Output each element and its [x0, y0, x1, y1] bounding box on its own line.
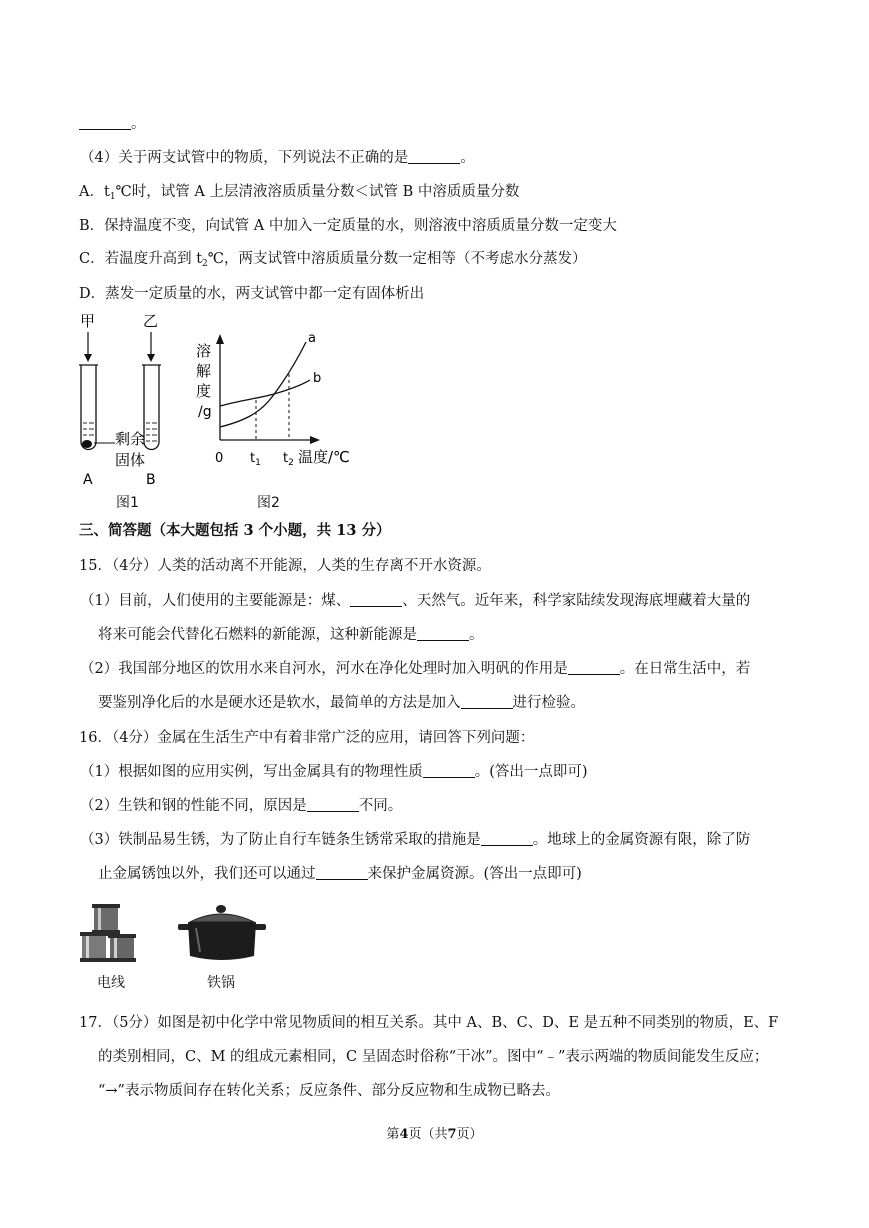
ylabel-char-4: /g: [198, 404, 212, 420]
answer-blank: [481, 831, 533, 846]
residue-label-2: 固体: [115, 451, 146, 469]
q16-part3-line1: [80, 830, 750, 850]
text: 、天然气。近年来，科学家陆续发现海底埋藏着大量的: [402, 593, 751, 609]
q17-line1: 17．（5分）如图是初中化学中常见物质间的相互关系。其中 A、B、C、D、E 是五种不同类别的物质，E、F: [79, 1015, 779, 1031]
answer-blank: [350, 592, 402, 607]
wire-spools-image: [76, 902, 140, 966]
q14-option-c: [79, 249, 586, 274]
q15-part1-line2: [98, 625, 484, 645]
text: （1）根据如图的应用实例，写出金属具有的物理性质: [80, 764, 423, 780]
previous-answer-tail: [79, 114, 146, 134]
q15-part2-line2: [98, 693, 585, 713]
pot-label: 铁锅: [207, 975, 235, 991]
q16-part2: [80, 796, 402, 816]
text: 。在日常生活中，若: [619, 661, 751, 677]
iron-pot-image: [176, 902, 272, 966]
footer-text: 页）: [456, 1127, 483, 1142]
arrow-b-head: [147, 354, 155, 362]
curve-a: [220, 342, 306, 427]
page-total: 7: [447, 1127, 457, 1142]
y-axis-arrow: [216, 334, 224, 344]
residue-label-1: 剩余: [115, 430, 146, 448]
page-number: 4: [399, 1127, 409, 1142]
q14-4-stem: [80, 148, 475, 168]
x-axis-label: 温度/℃: [298, 448, 350, 466]
stem-text: （4）关于两支试管中的物质，下列说法不正确的是: [80, 150, 409, 166]
curve-b: [220, 380, 310, 406]
figure2-solubility-chart: [192, 328, 362, 488]
text: （2）生铁和钢的性能不同，原因是: [80, 798, 307, 814]
figure1-caption: 图1: [116, 495, 139, 511]
option-a-post: ℃时，试管 A 上层清液溶质质量分数＜试管 B 中溶质质量分数: [115, 184, 520, 200]
curve-b-label: b: [313, 371, 322, 386]
answer-blank: [307, 797, 359, 812]
ylabel-char-3: 度: [196, 382, 212, 400]
x-axis-arrow: [310, 436, 320, 444]
q16-part3-line2: [98, 864, 582, 884]
footer-text: 页（共: [408, 1127, 448, 1142]
tube-b: [144, 365, 159, 450]
q15-part1-line1: [80, 591, 750, 611]
text: （3）铁制品易生锈，为了防止自行车链条生锈常采取的措施是: [80, 832, 481, 848]
option-c-post: ℃，两支试管中溶质质量分数一定相等（不考虑水分蒸发）: [207, 251, 587, 267]
text: 要鉴别净化后的水是硬水还是软水，最简单的方法是加入: [98, 695, 461, 711]
text: （2）我国部分地区的饮用水来自河水，河水在净化处理时加入明矾的作用是: [80, 661, 568, 677]
ylabel-char-2: 解: [196, 362, 212, 380]
answer-blank: [568, 660, 620, 675]
figure2-caption: 图2: [257, 495, 280, 511]
pot-lid-knob: [216, 905, 226, 913]
answer-blank: [408, 149, 460, 164]
option-b-text: B．保持温度不变，向试管 A 中加入一定质量的水，则溶液中溶质质量分数一定变大: [79, 218, 617, 234]
text: 。地球上的金属资源有限，除了防: [532, 832, 751, 848]
text: 止金属锈蚀以外，我们还可以通过: [98, 866, 316, 882]
q14-option-a: [79, 182, 519, 207]
text: 不同。: [358, 798, 403, 814]
option-d-text: D．蒸发一定质量的水，两支试管中都一定有固体析出: [79, 286, 425, 302]
q14-option-b: [79, 216, 617, 236]
t2-label: $t_2$: [283, 451, 294, 468]
tube-a-liquid: [83, 423, 94, 435]
q15-part2-line1: [80, 659, 750, 679]
section3-heading: 三、简答题（本大题包括 3 个小题，共 13 分）: [79, 522, 391, 539]
text: 来保护金属资源。(答出一点即可): [367, 866, 582, 882]
tube-b-liquid: [146, 423, 157, 441]
tube-a-solid: [82, 440, 92, 448]
tube-a: [81, 365, 96, 450]
page-footer: [0, 1123, 869, 1142]
curve-a-label: a: [308, 331, 316, 346]
t1-label: $t_1$: [250, 451, 261, 468]
tube-b-label: B: [146, 472, 156, 488]
spool-right: [108, 934, 136, 962]
answer-blank: [461, 694, 513, 709]
footer-text: 第: [386, 1127, 400, 1142]
figure1-test-tubes: [70, 310, 190, 500]
q14-option-d: [79, 284, 424, 304]
text: 。: [469, 627, 484, 643]
option-c-pre: C．若温度升高到 t: [79, 251, 203, 267]
answer-blank: [423, 763, 475, 778]
ylabel-char-1: 溶: [196, 342, 212, 360]
q16-stem: 16．（4分）金属在生活生产中有着非常广泛的应用，请回答下列问题：: [79, 730, 535, 746]
tube-a-top-label: 甲: [80, 312, 96, 330]
spool-left: [80, 932, 108, 962]
text: （1）目前，人们使用的主要能源是：煤、: [80, 593, 351, 609]
tube-a-label: A: [83, 472, 93, 488]
wire-label: 电线: [97, 975, 125, 991]
tube-b-top-label: 乙: [143, 312, 159, 330]
text: 将来可能会代替化石燃料的新能源，这种新能源是: [98, 627, 417, 643]
arrow-a-head: [84, 354, 92, 362]
answer-blank: [79, 115, 131, 130]
option-c-sub: 2: [202, 259, 208, 269]
option-a-pre: A．t: [79, 184, 110, 200]
tail-period: 。: [131, 116, 146, 132]
answer-blank: [417, 626, 469, 641]
origin-label: 0: [215, 451, 224, 466]
q16-part1: [80, 762, 588, 782]
text: 进行检验。: [512, 695, 585, 711]
q15-stem: 15．（4分）人类的活动离不开能源，人类的生存离不开水资源。: [79, 558, 491, 574]
stem-end: 。: [460, 150, 475, 166]
option-a-sub: 1: [109, 192, 116, 202]
text: 。(答出一点即可): [474, 764, 588, 780]
q17-line2: 的类别相同，C、M 的组成元素相同，C 呈固态时俗称“干冰”。图中“﹣”表示两端的物质间能发生反应；: [98, 1049, 769, 1065]
q17-line3: “→”表示物质间存在转化关系；反应条件、部分反应物和生成物已略去。: [98, 1083, 560, 1099]
pot-lid: [190, 914, 254, 922]
answer-blank: [316, 865, 368, 880]
spool-back: [92, 904, 120, 934]
